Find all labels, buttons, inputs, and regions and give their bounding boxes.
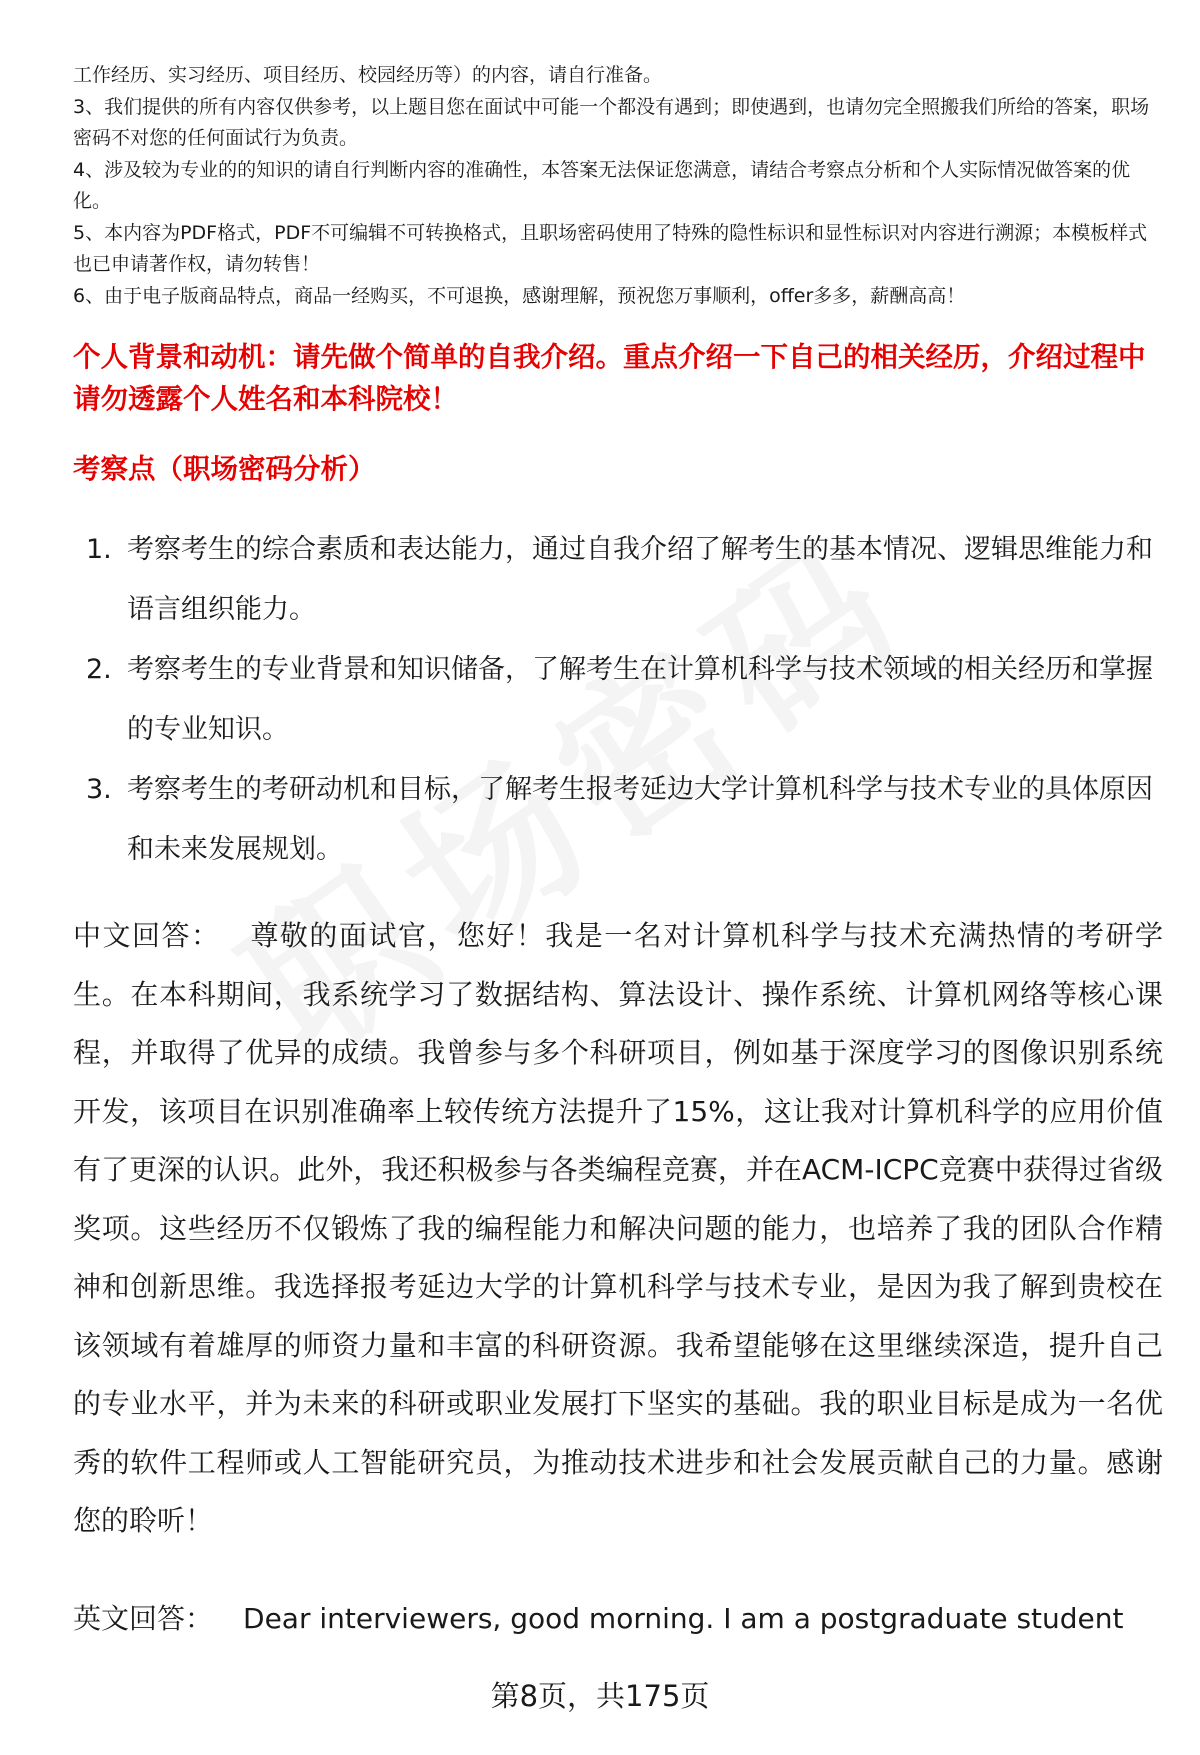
question-heading: 个人背景和动机：请先做个简单的自我介绍。重点介绍一下自己的相关经历，介绍过程中请勿透露个人姓名和本科院校！: [73, 341, 1146, 415]
chinese-answer-label: 中文回答：: [73, 919, 221, 952]
analysis-points: [80, 520, 1160, 880]
english-answer-label: 英文回答：: [73, 1602, 214, 1635]
english-answer-text: Dear interviewers, good morning. I am a postgraduate student: [243, 1602, 1124, 1635]
note-line: 3、我们提供的所有内容仅供参考，以上题目您在面试中可能一个都没有遇到；即使遇到，也请勿完全照搬我们所给的答案，职场密码不对您的任何面试行为负责。: [73, 95, 1150, 149]
list-text: 考察考生的考研动机和目标，了解考生报考延边大学计算机科学与技术专业的具体原因和未来发展规划。: [127, 774, 1153, 865]
note-line: 6、由于电子版商品特点，商品一经购买，不可退换，感谢理解，预祝您万事顺利，offer多多，薪酬高高！: [73, 284, 966, 307]
page-footer: 第8页，共175页: [490, 1679, 710, 1713]
note-line: 5、本内容为PDF格式，PDF不可编辑不可转换格式，且职场密码使用了特殊的隐性标识和显性标识对内容进行溯源；本模板样式也已申请著作权，请勿转售！: [73, 221, 1148, 275]
english-answer: [73, 1596, 1163, 1642]
notes-section: [73, 60, 1163, 312]
list-text: 考察考生的专业背景和知识储备，了解考生在计算机科学与技术领域的相关经历和掌握的专业知识。: [127, 654, 1153, 745]
list-item: [80, 760, 1160, 880]
list-item: [80, 640, 1160, 760]
analysis-heading: 考察点（职场密码分析）: [73, 453, 376, 485]
chinese-answer-text: 尊敬的面试官，您好！我是一名对计算机科学与技术充满热情的考研学生。在本科期间，我系统学习了数据结构、算法设计、操作系统、计算机网络等核心课程，并取得了优异的成绩。我曾参与多个科研项目，例如基于深度学习的图像识别系统开发，该项目在识别准确率上较传统方法提升了15%，这让我对计算机科学的应用价值有了更深的认识。此外，我还积极参与各类编程竞赛，并在ACM-ICPC竞赛中获得过省级奖项。这些经历不仅锻炼了我的编程能力和解决问题的能力，也培养了我的团队合作精神和创新思维。我选择报考延边大学的计算机科学与技术专业，是因为我了解到贵校在该领域有着雄厚的师资力量和丰富的科研资源。我希望能够在这里继续深造，提升自己的专业水平，并为未来的科研或职业发展打下坚实的基础。我的职业目标是成为一名优秀的软件工程师或人工智能研究员，为推动技术进步和社会发展贡献自己的力量。感谢您的聆听！: [73, 919, 1163, 1537]
list-item: [80, 520, 1160, 640]
note-line: 4、涉及较为专业的的知识的请自行判断内容的准确性，本答案无法保证您满意，请结合考察点分析和个人实际情况做答案的优化。: [73, 158, 1131, 212]
note-line: 工作经历、实习经历、项目经历、校园经历等）的内容，请自行准备。: [73, 64, 663, 86]
list-number: 3.: [86, 774, 112, 805]
list-text: 考察考生的综合素质和表达能力，通过自我介绍了解考生的基本情况、逻辑思维能力和语言组织能力。: [127, 534, 1153, 625]
list-number: 1.: [86, 534, 112, 565]
list-number: 2.: [86, 654, 112, 685]
chinese-answer: [73, 907, 1163, 1551]
